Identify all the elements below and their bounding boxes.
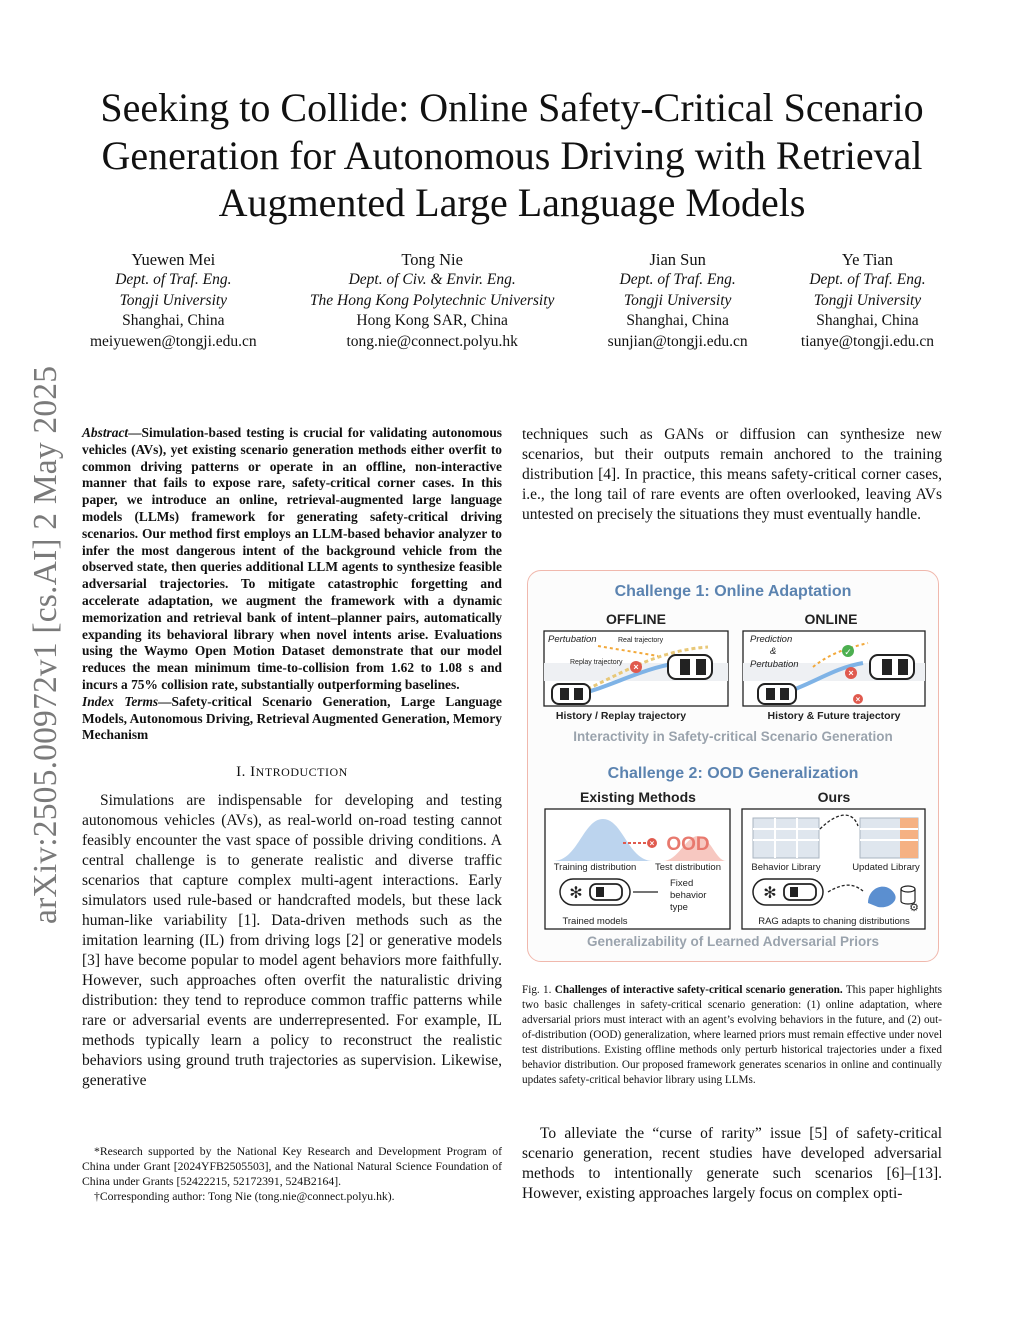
offline-label: OFFLINE bbox=[606, 611, 666, 627]
author-dept: Dept. of Traf. Eng. bbox=[115, 271, 232, 288]
index-terms-text: —Safety-critical Scenario Generation, Large Language Models, Autonomous Driving, Retrieval Augmented Generation, Memory Mechanism bbox=[82, 693, 502, 743]
author-block bbox=[608, 249, 748, 352]
test-distribution-label: Test distribution bbox=[654, 862, 722, 873]
author-dept: Dept. of Civ. & Envir. Eng. bbox=[348, 271, 516, 288]
trained-models-label: Trained models bbox=[562, 916, 628, 927]
author-block bbox=[801, 249, 934, 352]
author-list bbox=[90, 249, 934, 352]
fixed-behavior-label-3: type bbox=[670, 902, 688, 913]
online-panel bbox=[743, 631, 925, 706]
author-email: sunjian@tongji.edu.cn bbox=[607, 332, 748, 350]
x-mark-icon: × bbox=[855, 695, 861, 704]
online-label: ONLINE bbox=[804, 611, 858, 627]
author-dept: Dept. of Traf. Eng. bbox=[619, 271, 736, 288]
arxiv-identifier: arXiv:2505.00972v1 [cs.AI] 2 May 2025 bbox=[27, 365, 64, 925]
history-replay-caption: History / Replay trajectory bbox=[555, 710, 687, 722]
paper-title: Seeking to Collide: Online Safety-Critical Scenario Generation for Autonomous Driving with Retrieval Augmented Large Language Models bbox=[100, 85, 924, 225]
behavior-library-label: Behavior Library bbox=[751, 862, 821, 873]
gear-icon: ⚙ bbox=[909, 902, 919, 914]
caption-title: Challenges of interactive safety-critical scenario generation. bbox=[554, 984, 843, 996]
training-distribution-label: Training distribution bbox=[553, 862, 637, 873]
figure-caption bbox=[522, 983, 942, 1088]
ood-label: OOD bbox=[666, 834, 710, 855]
perturbation-label: Pertubation bbox=[750, 659, 799, 670]
author-name: Ye Tian bbox=[841, 250, 893, 269]
real-trajectory-label: Real trajectory bbox=[618, 637, 664, 644]
author-block bbox=[90, 249, 257, 352]
author-location: Shanghai, China bbox=[122, 312, 225, 329]
caption-text: This paper highlights two basic challenges in safety-critical scenario generation: (1) online adaptation, where adversarial priors must interact with an agent’s evolving behaviors in the future, and (2) out-of-distribution (OOD) generalization, where learned priors must remain effective under novel test distributions. Existing offline methods only perturb historical trajectories under a fixed behavior distribution. Our proposed framework generates scenarios in online and continually updates safety-critical behavior library using LLMs. bbox=[522, 984, 942, 1086]
x-mark-icon: × bbox=[633, 662, 639, 672]
x-mark-icon: × bbox=[649, 839, 655, 848]
right-column-lower bbox=[522, 1124, 942, 1204]
fixed-behavior-label-1: Fixed bbox=[670, 878, 694, 889]
ours-panel bbox=[742, 809, 925, 929]
challenge-2-title: Challenge 2: OOD Generalization bbox=[607, 765, 859, 782]
abstract-label: Abstract bbox=[82, 425, 129, 440]
funding-footnote: *Research supported by the National Key Research and Development Program of China under Grant [2024YFB2505503], and the National Natural Science Foundation of China under Grants [52422215, 52172391, 524B2164]. bbox=[82, 1145, 502, 1188]
index-terms bbox=[82, 694, 502, 744]
figure-1-diagram bbox=[528, 571, 938, 961]
abstract bbox=[82, 425, 502, 694]
fixed-behavior-label-2: behavior bbox=[670, 890, 707, 901]
author-institution: Tongji University bbox=[119, 291, 228, 309]
neural-network-icon: ✻ bbox=[569, 885, 583, 902]
challenge-1-title: Challenge 1: Online Adaptation bbox=[614, 583, 852, 600]
right-column bbox=[522, 425, 942, 525]
ampersand-label: & bbox=[770, 646, 777, 657]
author-name: Yuewen Mei bbox=[131, 250, 216, 269]
existing-methods-panel bbox=[545, 809, 730, 929]
author-block bbox=[310, 249, 555, 352]
author-institution: Tongji University bbox=[623, 291, 732, 309]
author-name: Tong Nie bbox=[401, 250, 463, 269]
author-institution: The Hong Kong Polytechnic University bbox=[309, 291, 555, 309]
car-icon bbox=[590, 884, 622, 900]
offline-panel bbox=[544, 631, 728, 706]
check-mark-icon: ✓ bbox=[844, 647, 852, 657]
perturbation-label: Pertubation bbox=[548, 634, 597, 645]
updated-library-label: Updated Library bbox=[852, 862, 920, 873]
existing-methods-label: Existing Methods bbox=[580, 789, 696, 805]
prediction-label: Prediction bbox=[750, 634, 793, 645]
caption-label: Fig. 1. bbox=[522, 984, 552, 996]
author-email: tong.nie@connect.polyu.hk bbox=[346, 332, 518, 350]
intro-paragraph-continued: techniques such as GANs or diffusion can synthesize new scenarios, but their outputs remain anchored to the training distribution [4]. In practice, this means safety-critical corner cases, i.e., the long tail of rare events are often overlooked, leaving AVs untested on precisely the situations they must eventually handle. bbox=[522, 426, 942, 523]
replay-trajectory-label: Replay trajectory bbox=[570, 659, 623, 666]
author-email: meiyuewen@tongji.edu.cn bbox=[90, 332, 257, 350]
neural-network-icon: ✻ bbox=[763, 885, 777, 902]
car-icon bbox=[758, 684, 796, 704]
history-future-caption: History & Future trajectory bbox=[767, 710, 901, 722]
author-email: tianye@tongji.edu.cn bbox=[800, 332, 934, 350]
interactivity-subtitle: Interactivity in Safety-critical Scenario Generation bbox=[573, 729, 893, 744]
x-mark-icon: × bbox=[848, 668, 854, 678]
author-location: Shanghai, China bbox=[816, 312, 919, 329]
author-location: Hong Kong SAR, China bbox=[356, 312, 508, 329]
car-icon bbox=[552, 684, 590, 704]
left-column bbox=[82, 425, 502, 1091]
index-terms-label: Index Terms bbox=[82, 693, 159, 709]
author-dept: Dept. of Traf. Eng. bbox=[809, 271, 926, 288]
rag-label: RAG adapts to chaning distributions bbox=[758, 916, 910, 927]
section-heading: I. INTRODUCTION bbox=[236, 764, 348, 781]
author-name: Jian Sun bbox=[649, 250, 706, 269]
intro-paragraph-2: To alleviate the “curse of rarity” issue [5] of safety-critical scenario generation, recent studies have developed adversarial methods to intentionally generate such scenarios [6]–[13]. However, existing approaches largely focus on complex opti- bbox=[522, 1125, 942, 1202]
car-icon bbox=[784, 884, 816, 900]
footnotes bbox=[82, 1144, 502, 1204]
figure-1 bbox=[527, 570, 939, 962]
intro-paragraph: Simulations are indispensable for developing and testing autonomous vehicles (AVs), as real-world on-road testing cannot feasibly encounter the vast space of possible driving conditions. A central challenge is to generate realistic and diverse traffic scenarios that capture complex multi-agent interactions. Early simulators used rule-based or handcrafted models, but these lack human-like variability [1]. Data-driven methods such as the imitation learning (IL) from driving logs [2] or generative models [3] have become popular to model agent behaviors more faithfully. However, such approaches often overfit the naturalistic driving distribution: they tend to reproduce common traffic patterns while rare or adversarial events are underrepresented. For example, IL methods typically learn a policy to reconstruct the realistic behaviors using ground truth trajectories as supervision. Likewise, generative bbox=[82, 792, 502, 1090]
abstract-text: —Simulation-based testing is crucial for validating autonomous vehicles (AVs), yet existing scenario generation methods either overfit to common driving patterns or operate in an offline, non-interactive manner that fails to expose rare, safety-critical corner cases. In this paper, we introduce an online, retrieval-augmented large language models (LLMs) framework for generating safety-critical driving scenarios. Our method first employs an LLM-based behavior analyzer to infer the most dangerous intent of the background vehicle from the observed state, then queries additional LLM agents to synthesize feasible adversarial trajectories. To mitigate catastrophic forgetting and accelerate adaptation, we augment the framework with a dynamic memorization and retrieval bank of intent–planner pairs, automatically expanding its behavioral library when novel intents arise. Evaluations using the Waymo Open Motion Dataset demonstrate that our model reduces the mean minimum time-to-collision from 1.62 to 1.08 s and incurs a 75% collision rate, substantially outperforming baselines. bbox=[82, 425, 502, 692]
generalizability-subtitle: Generalizability of Learned Adversarial Priors bbox=[586, 934, 880, 949]
ours-label: Ours bbox=[817, 789, 851, 805]
corresponding-footnote: †Corresponding author: Tong Nie (tong.nie@connect.polyu.hk). bbox=[94, 1190, 395, 1203]
behavior-library-icon bbox=[753, 818, 819, 858]
author-institution: Tongji University bbox=[813, 291, 922, 309]
author-location: Shanghai, China bbox=[626, 312, 729, 329]
